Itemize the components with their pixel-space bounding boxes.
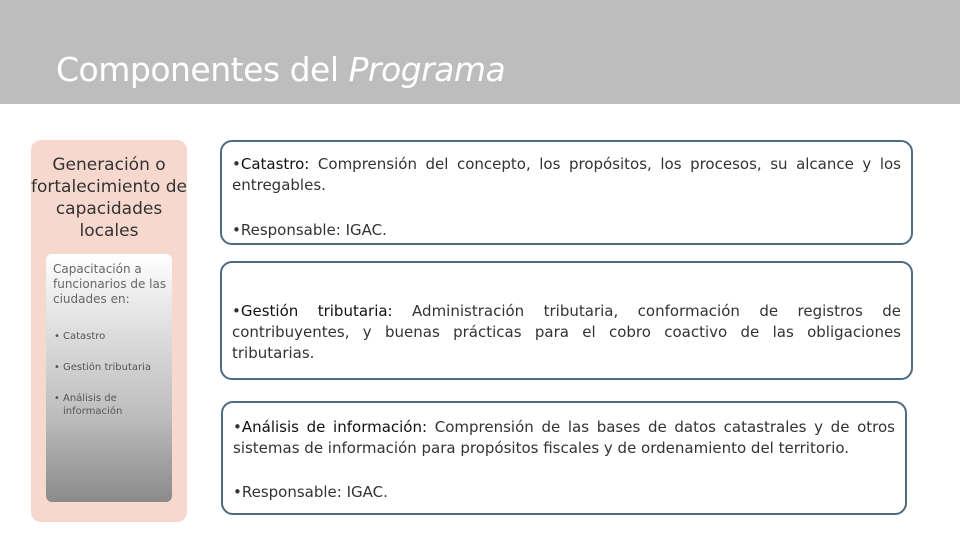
- card-catastro-description: [232, 154, 901, 196]
- card-analisis-informacion: [221, 401, 907, 515]
- bullet: •: [232, 302, 241, 320]
- bullet: •: [54, 393, 60, 404]
- list-item-label: Análisis de información: [63, 393, 123, 417]
- card-gestion-label: Gestión tributaria:: [240, 302, 393, 320]
- left-panel-title: Generación o fortalecimiento de capacidades locales: [31, 155, 187, 241]
- card-gestion-text: Administración tributaria, conformación de registros de contribuyentes, y buenas prácticas para el cobro coactivo de las obligaciones tributarias.: [232, 302, 901, 362]
- capacitacion-box: [46, 254, 172, 502]
- left-panel: [31, 140, 187, 522]
- list-item: [54, 330, 161, 343]
- bullet: •: [233, 418, 242, 436]
- list-item-label: Gestión tributaria: [63, 362, 152, 373]
- bullet: •: [54, 362, 60, 373]
- card-catastro-text: Comprensión del concepto, los propósitos, los procesos, su alcance y los entregables.: [232, 155, 901, 194]
- card-analisis-label: Análisis de información:: [241, 418, 428, 436]
- card-catastro-responsible-text: Responsable: IGAC.: [240, 221, 387, 239]
- card-gestion-description: [232, 301, 901, 364]
- card-catastro-label: Catastro:: [240, 155, 310, 173]
- slide-title-italic: Programa: [348, 50, 506, 89]
- list-item-label: Catastro: [63, 331, 106, 342]
- card-analisis-responsible: [233, 482, 895, 503]
- card-catastro: [220, 140, 913, 245]
- capacitacion-intro: Capacitación a funcionarios de las ciudades en:: [53, 262, 167, 306]
- bullet: •: [54, 331, 60, 342]
- bullet: •: [232, 221, 241, 239]
- slide-title-regular: Componentes del: [56, 50, 349, 89]
- bullet: •: [233, 483, 242, 501]
- card-analisis-text: Comprensión de las bases de datos catastrales y de otros sistemas de información para propósitos fiscales y de ordenamiento del territorio.: [233, 418, 895, 457]
- card-catastro-responsible: [232, 220, 901, 241]
- card-gestion-tributaria: [220, 261, 913, 380]
- bullet: •: [232, 155, 241, 173]
- card-analisis-responsible-text: Responsable: IGAC.: [241, 483, 388, 501]
- list-item: [54, 361, 161, 374]
- card-analisis-description: [233, 417, 895, 459]
- slide-title: [56, 50, 505, 89]
- list-item: [54, 392, 161, 418]
